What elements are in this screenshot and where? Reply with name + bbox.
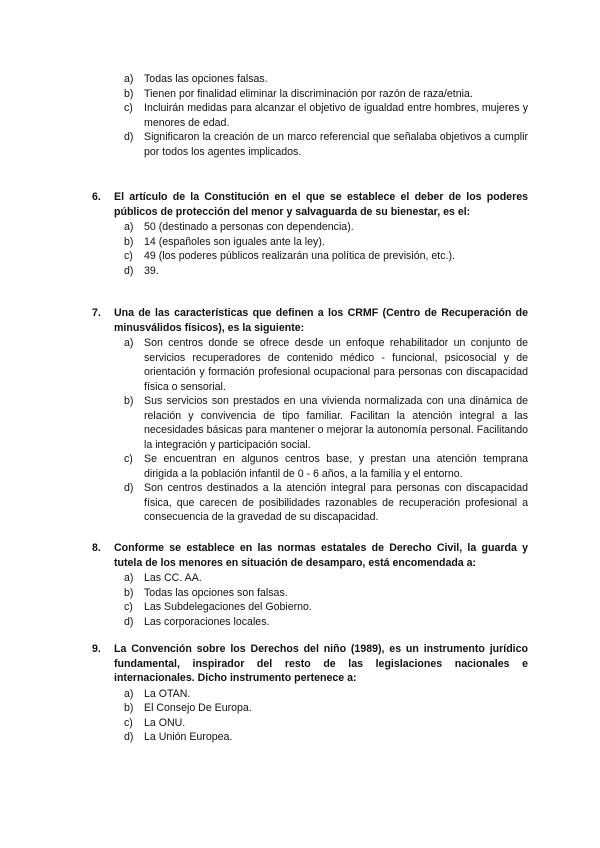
- option-c: [124, 600, 528, 615]
- question-text: La Convención sobre los Derechos del niño (1989), es un instrumento jurídico fundamental, inspirador del resto de las legislaciones nacionales e internacionales. Dicho instrumento pertenece a:: [114, 643, 528, 684]
- options-list: [124, 687, 528, 745]
- option-text: Las Subdelegaciones del Gobierno.: [144, 601, 312, 613]
- option-text: Las corporaciones locales.: [144, 615, 270, 628]
- question-5-tail: [92, 72, 528, 159]
- option-d: [124, 730, 528, 745]
- option-text: Todas las opciones falsas.: [144, 73, 268, 85]
- option-a: [124, 336, 528, 394]
- question-number: 6.: [92, 191, 101, 203]
- option-b: [124, 701, 528, 716]
- option-letter: c): [124, 716, 133, 729]
- option-letter: b): [124, 235, 134, 248]
- option-letter: a): [124, 572, 134, 584]
- option-letter: a): [124, 221, 134, 233]
- question-7: [92, 306, 528, 525]
- option-letter: d): [124, 264, 134, 277]
- option-c: [124, 716, 528, 731]
- options-list: [124, 220, 528, 278]
- option-letter: d): [124, 615, 134, 628]
- options-list: [124, 72, 528, 159]
- option-a: [124, 571, 528, 586]
- question-header: [92, 306, 528, 335]
- question-number: 7.: [92, 307, 101, 319]
- option-a: [124, 687, 528, 702]
- question-text: Una de las características que definen a los CRMF (Centro de Recuperación de minusválidos físicos), es la siguiente:: [114, 307, 528, 334]
- option-d: [124, 481, 528, 525]
- option-text: Son centros destinados a la atención integral para personas con discapacidad física, que carecen de posibilidades razonables de recuperación profesional a consecuencia de la gravedad de su discapacidad.: [144, 482, 528, 523]
- option-text: 39.: [144, 264, 159, 277]
- option-letter: d): [124, 131, 134, 143]
- option-text: Se encuentran en algunos centros base, y prestan una atención temprana dirigida a la población infantil de 0 - 6 años, a la familia y el entorno.: [144, 453, 528, 480]
- question-header: [92, 541, 528, 570]
- question-8: [92, 541, 528, 629]
- option-text: Significaron la creación de un marco referencial que señalaba objetivos a cumplir por todos los agentes implicados.: [144, 131, 528, 158]
- option-text: Son centros donde se ofrece desde un enfoque rehabilitador un conjunto de servicios recuperadores de contenido médico - funcional, psicosocial y de orientación y formación profesional ocupacional para personas con discapacidad física o sensorial.: [144, 337, 528, 393]
- option-d: [124, 130, 528, 159]
- option-letter: b): [124, 87, 134, 100]
- option-letter: d): [124, 482, 134, 494]
- question-header: [92, 642, 528, 686]
- option-letter: b): [124, 586, 134, 599]
- question-9: [92, 642, 528, 745]
- option-b: [124, 586, 528, 601]
- option-letter: b): [124, 395, 134, 407]
- option-text: El Consejo De Europa.: [144, 702, 252, 714]
- option-letter: c): [124, 453, 133, 465]
- question-number: 8.: [92, 542, 101, 554]
- option-text: Tienen por finalidad eliminar la discriminación por razón de raza/etnia.: [144, 87, 473, 100]
- option-letter: c): [124, 601, 133, 613]
- option-text: 50 (destinado a personas con dependencia).: [144, 221, 354, 233]
- option-text: La Unión Europea.: [144, 731, 233, 743]
- option-c: [124, 249, 528, 264]
- question-text: El artículo de la Constitución en el que se establece el deber de los poderes públicos de protección del menor y salvaguarda de su bienestar, es el:: [114, 191, 528, 218]
- option-text: Todas las opciones son falsas.: [144, 586, 288, 599]
- option-text: 14 (españoles son iguales ante la ley).: [144, 235, 325, 248]
- option-letter: a): [124, 687, 134, 700]
- option-b: [124, 87, 528, 102]
- option-c: [124, 101, 528, 130]
- option-a: [124, 72, 528, 87]
- question-number: 9.: [92, 643, 101, 655]
- option-letter: d): [124, 731, 134, 743]
- option-letter: a): [124, 73, 134, 85]
- option-letter: b): [124, 702, 134, 714]
- option-d: [124, 264, 528, 279]
- option-text: La ONU.: [144, 716, 186, 729]
- option-letter: c): [124, 102, 133, 114]
- option-text: Las CC. AA.: [144, 572, 202, 584]
- option-letter: a): [124, 337, 134, 349]
- option-a: [124, 220, 528, 235]
- option-c: [124, 452, 528, 481]
- option-b: [124, 235, 528, 250]
- option-letter: c): [124, 250, 133, 262]
- option-text: La OTAN.: [144, 687, 191, 700]
- option-b: [124, 394, 528, 452]
- option-d: [124, 615, 528, 630]
- options-list: [124, 571, 528, 629]
- option-text: Sus servicios son prestados en una vivienda normalizada con una dinámica de relación y convivencia de tipo familiar. Facilitan la atención integral a las necesidades básicas para mantener o mejorar la autonomía personal. Facilitando la integración y participación social.: [144, 395, 528, 451]
- question-6: [92, 190, 528, 278]
- option-text: 49 (los poderes públicos realizarán una política de previsión, etc.).: [144, 250, 455, 262]
- options-list: [124, 336, 528, 525]
- question-header: [92, 190, 528, 219]
- question-text: Conforme se establece en las normas estatales de Derecho Civil, la guarda y tutela de los menores en situación de desamparo, está encomendada a:: [114, 542, 528, 569]
- option-text: Incluirán medidas para alcanzar el objetivo de igualdad entre hombres, mujeres y menores de edad.: [144, 102, 528, 129]
